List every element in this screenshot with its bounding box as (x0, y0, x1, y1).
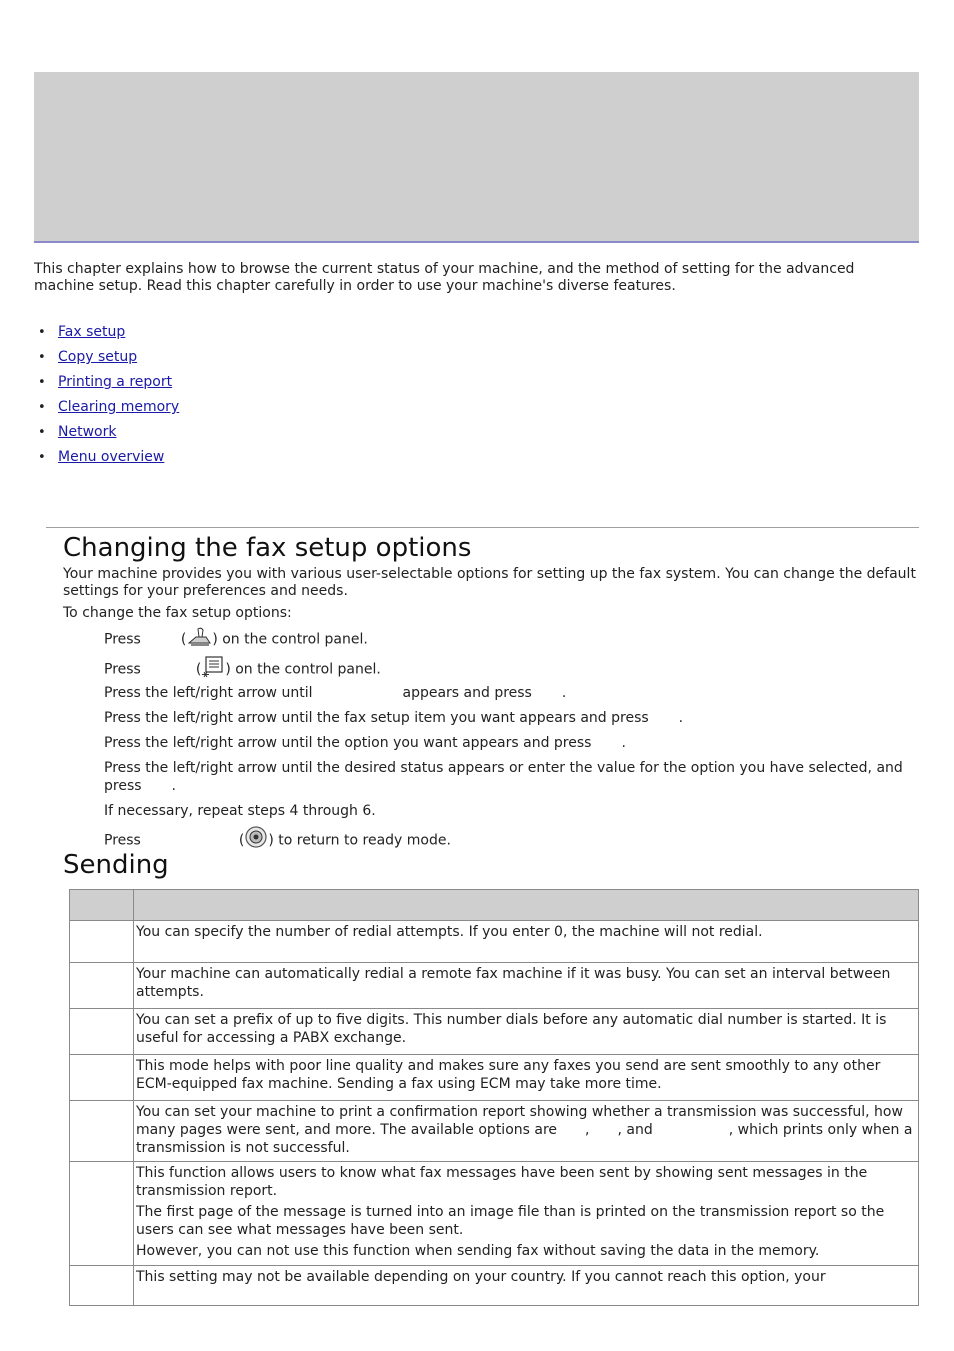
toc-link-clearing-memory[interactable]: Clearing memory (58, 399, 180, 415)
step-3: Press the left/right arrow until appears and press . (104, 685, 567, 701)
step-6: Press the left/right arrow until the desired status appears or enter the value for the option you have selected, and press . (104, 760, 903, 794)
option-cell (70, 1266, 134, 1306)
table-row (70, 1266, 919, 1306)
fax-setup-instruction: To change the fax setup options: (63, 605, 292, 621)
table-row (70, 1009, 919, 1055)
toc-item (34, 345, 179, 370)
toc-item (34, 445, 179, 470)
sending-options-table (69, 889, 919, 1306)
option-cell (70, 1055, 134, 1101)
description-cell: You can specify the number of redial attempts. If you enter 0, the machine will not redial. (134, 921, 919, 963)
table-header-row (70, 890, 919, 921)
description-cell: You can set your machine to print a confirmation report showing whether a transmission was successful, how many pages were sent, and more. The available options are , , and , which prints only when a transmission is not successful. (134, 1101, 919, 1162)
table-row (70, 1162, 919, 1266)
description-cell: This mode helps with poor line quality and makes sure any faxes you send are sent smoothly to any other ECM-equipped fax machine. Sending a fax using ECM may take more time. (134, 1055, 919, 1101)
table-row (70, 963, 919, 1009)
step-4: Press the left/right arrow until the fax setup item you want appears and press . (104, 710, 684, 726)
toc-link-printing-report[interactable]: Printing a report (58, 374, 173, 390)
section-title-fax-setup: Changing the fax setup options (63, 533, 472, 563)
option-cell (70, 921, 134, 963)
toc-link-fax-setup[interactable]: Fax setup (58, 324, 126, 340)
toc-item (34, 395, 179, 420)
table-header-description (134, 890, 919, 921)
toc-item (34, 320, 179, 345)
toc-item (34, 370, 179, 395)
step-2: Press ( ) on the control panel. (104, 655, 381, 684)
intro-paragraph: This chapter explains how to browse the current status of your machine, and the method of setting for the advanced machine setup. Read this chapter carefully in order to use your machine's diverse features. (34, 261, 855, 294)
toc-item (34, 420, 179, 445)
step-1: Press ( ) on the control panel. (104, 626, 368, 653)
section-divider (46, 527, 919, 528)
option-cell (70, 1101, 134, 1162)
step-8: Press ( ) to return to ready mode. (104, 826, 451, 855)
description-cell: This setting may not be available depending on your country. If you cannot reach this option, your (134, 1266, 919, 1306)
fax-icon (186, 626, 212, 653)
table-row (70, 921, 919, 963)
chapter-banner (34, 72, 919, 243)
table-row (70, 1101, 919, 1162)
option-cell (70, 1162, 134, 1266)
fax-setup-description: Your machine provides you with various user-selectable options for setting up the fax system. You can change the default settings for your preferences and needs. (63, 566, 916, 599)
section-title-sending: Sending (63, 850, 169, 880)
menu-icon (201, 655, 225, 684)
description-cell: Your machine can automatically redial a remote fax machine if it was busy. You can set an interval between attempts. (134, 963, 919, 1009)
description-cell: You can set a prefix of up to five digits. This number dials before any automatic dial number is started. It is useful for accessing a PABX exchange. (134, 1009, 919, 1055)
option-cell (70, 963, 134, 1009)
description-cell: This function allows users to know what fax messages have been sent by showing sent messages in the transmission report. The first page of the message is turned into an image file than is printed on the transmission report so the users can see what messages have been sent. However, you can not use this function when sending fax without saving the data in the memory. (134, 1162, 919, 1266)
toc-link-copy-setup[interactable]: Copy setup (58, 349, 138, 365)
table-header-option (70, 890, 134, 921)
stop-clear-icon (244, 826, 268, 855)
toc-link-menu-overview[interactable]: Menu overview (58, 449, 165, 465)
table-row (70, 1055, 919, 1101)
step-7: If necessary, repeat steps 4 through 6. (104, 803, 376, 819)
step-5: Press the left/right arrow until the option you want appears and press . (104, 735, 626, 751)
chapter-toc (34, 320, 179, 470)
toc-link-network[interactable]: Network (58, 424, 117, 440)
option-cell (70, 1009, 134, 1055)
